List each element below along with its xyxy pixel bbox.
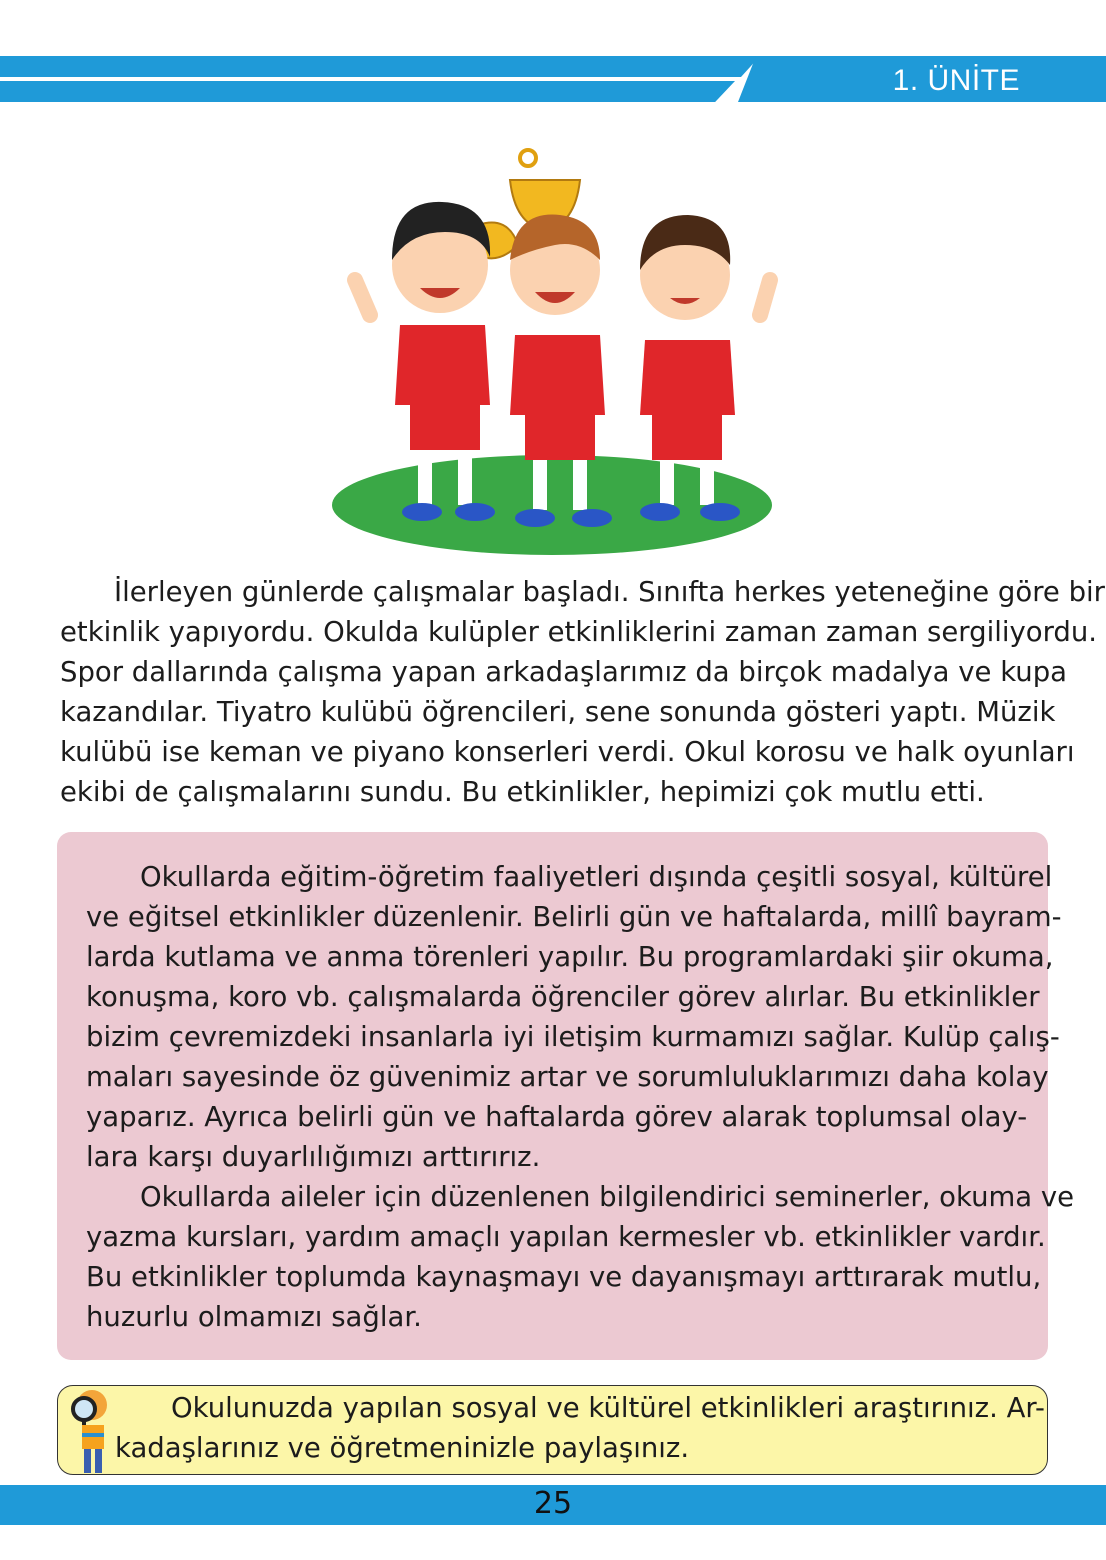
text-line: kazandılar. Tiyatro kulübü öğrencileri, sene sonunda gösteri yaptı. Müzik [60,696,1056,728]
text-line: Okulunuzda yapılan sosyal ve kültürel etkinlikleri araştırınız. Ar- [171,1392,1045,1424]
text-line: kadaşlarınız ve öğretmeninizle paylaşınız. [115,1432,690,1464]
text-line: etkinlik yapıyordu. Okulda kulüpler etkinliklerini zaman zaman sergiliyordu. [60,616,1098,648]
header-stripe-bottom [0,81,735,102]
text-line: bizim çevremizdeki insanlarla iyi iletişim kurmamızı sağlar. Kulüp çalış- [86,1021,1060,1053]
text-line: Bu etkinlikler toplumda kaynaşmayı ve dayanışmayı arttırarak mutlu, [86,1261,1042,1293]
text-line: Okullarda eğitim-öğretim faaliyetleri dışında çeşitli sosyal, kültürel [140,861,1053,893]
text-line: yazma kursları, yardım amaçlı yapılan kermesler vb. etkinlikler vardır. [86,1221,1046,1253]
magnifier-kid-icon [66,1385,118,1477]
main-paragraph [60,572,1105,812]
info-box-text [86,857,1075,1337]
text-line: lara karşı duyarlılığımızı arttırırız. [86,1141,541,1173]
text-line: Okullarda aileler için düzenlenen bilgilendirici seminerler, okuma ve [140,1181,1075,1213]
text-line: ekibi de çalışmalarını sundu. Bu etkinlikler, hepimizi çok mutlu etti. [60,776,985,808]
text-line: ve eğitsel etkinlikler düzenlenir. Belirli gün ve haftalarda, millî bayram- [86,901,1062,933]
page-number: 25 [533,1486,573,1521]
text-line: yaparız. Ayrıca belirli gün ve haftalarda görev alarak toplumsal olay- [86,1101,1028,1133]
text-line: İlerleyen günlerde çalışmalar başladı. Sınıfta herkes yeteneğine göre bir [114,576,1105,608]
text-line: huzurlu olmamızı sağlar. [86,1301,422,1333]
text-line: Spor dallarında çalışma yapan arkadaşlarımız da birçok madalya ve kupa [60,656,1068,688]
unit-label: 1. ÜNİTE [892,64,1020,97]
football-team-trophy-illustration [330,140,780,560]
text-line: larda kutlama ve anma törenleri yapılır. Bu programlardaki şiir okuma, [86,941,1054,973]
text-line: konuşma, koro vb. çalışmalarda öğrenciler görev alırlar. Bu etkinlikler [86,981,1040,1013]
task-box-text [115,1388,1045,1468]
header-stripe-top [0,56,760,77]
text-line: maları sayesinde öz güvenimiz artar ve sorumluluklarımızı daha kolay [86,1061,1049,1093]
text-line: kulübü ise keman ve piyano konserleri verdi. Okul korosu ve halk oyunları [60,736,1075,768]
